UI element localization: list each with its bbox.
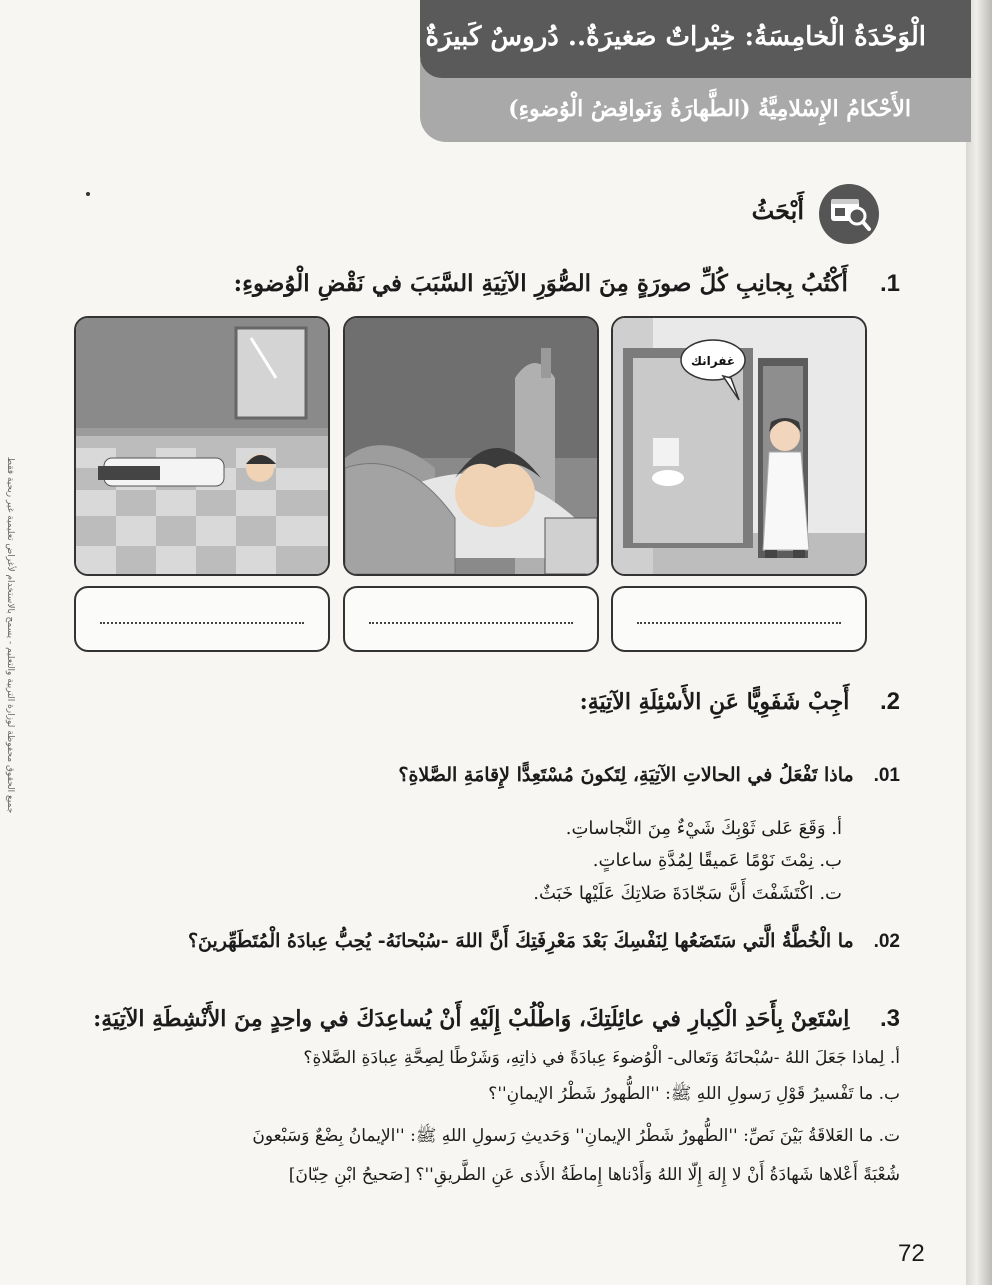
activity-a: أ. لِماذا جَعَلَ اللهُ -سُبْحانَهُ وَتَعالى- الْوُضوءَ عِبادَةً في ذاتِهِ، وَشَرْطًا لِصِحَّةِ عِبادَةِ الصَّلاةِ؟: [303, 1048, 900, 1068]
sub-question-01-number: 01.: [873, 765, 900, 786]
sub-question-02: [188, 930, 900, 953]
page-number: 72: [898, 1240, 925, 1267]
unit-title-banner: [420, 0, 971, 78]
answer-line: [369, 622, 573, 624]
activity-c-continued: شُعْبَةً أَعْلاها شَهادَةُ أَنْ لا إِلهَ إِلّا اللهُ وَأَدْناها إِماطَةُ الأَذى عَنِ الطَّريقِ''؟ [صَحيحُ ابْنِ حِبّانَ]: [288, 1165, 900, 1185]
speech-bubble-text: غفرانك: [690, 354, 736, 368]
question-3: [93, 1005, 900, 1033]
research-heading: أَبْحَثُ: [751, 196, 804, 225]
book-spine-edge: [966, 0, 992, 1285]
option-c: ت. اكْتَشَفْتَ أَنَّ سَجّادَةَ صَلاتِكَ عَلَيْها خَبَثٌ.: [533, 883, 842, 904]
question-2-number: 2.: [879, 688, 900, 715]
answer-box-3[interactable]: [74, 586, 330, 652]
option-a: أ. وَقَعَ عَلى ثَوْبِكَ شَيْءٌ مِنَ النَّجاساتِ.: [565, 818, 842, 839]
question-3-text: اِسْتَعِنْ بِأَحَدِ الْكِبارِ في عائِلَتِكَ، وَاطْلُبْ إِلَيْهِ أَنْ يُساعِدَكَ في واحِدٍ مِنَ الأَنْشِطَةِ الآتِيَةِ:: [93, 1006, 850, 1032]
activity-b: ب. ما تَفْسيرُ قَوْلِ رَسولِ اللهِ ﷺ: ''الطُّهورُ شَطْرُ الإيمانِ''؟: [488, 1084, 900, 1104]
picture-bathroom-door: [611, 316, 867, 576]
question-1-text: أَكْتُبُ بِجانِبِ كُلِّ صورَةٍ مِنَ الصُّوَرِ الآتِيَةِ السَّبَبَ في نَقْضِ الْوُضوءِ:: [233, 270, 848, 297]
question-3-number: 3.: [879, 1005, 900, 1032]
copyright-side-note: جميع الحقوق محفوظة لوزارة التربية والتعليم - يسمح بالاستخدام لأغراض تعليمية غير ربحية فقط: [5, 456, 15, 814]
answer-line: [100, 622, 304, 624]
sub-question-01-text: ماذا تَفْعَلُ في الحالاتِ الآتِيَةِ، لِتَكونَ مُسْتَعِدًّا لإِقامَةِ الصَّلاةِ؟: [398, 764, 854, 786]
answer-box-1[interactable]: [611, 586, 867, 652]
question-1-number: 1.: [879, 270, 900, 297]
lesson-title: الأَحْكامُ الإِسْلامِيَّةُ (الطَّهارَةُ وَنَواقِضُ الْوُضوءِ): [508, 96, 911, 122]
picture-boy-sleeping: [343, 316, 599, 576]
sub-question-02-text: ما الْخُطَّةُ الَّتي سَتَضَعُها لِنَفْسِكَ بَعْدَ مَعْرِفَتِكَ أَنَّ اللهَ -سُبْحانَهُ- يُحِبُّ عِبادَهُ الْمُتَطَهِّرينَ؟: [187, 930, 854, 952]
question-2-text: أَجِبْ شَفَوِيًّا عَنِ الأَسْئِلَةِ الآتِيَةِ:: [579, 689, 850, 715]
unit-title: الْوَحْدَةُ الْخامِسَةُ: خِبْراتٌ صَغيرَةٌ.. دُروسٌ كَبيرَةٌ: [425, 22, 926, 52]
question-1: [234, 270, 900, 298]
activity-c: ت. ما العَلاقَةُ بَيْنَ نَصِّ: ''الطُّهورُ شَطْرُ الإيمانِ'' وَحَديثِ رَسولِ اللهِ ﷺ: ''الإيمانُ بِضْعٌ وَسَبْعونَ: [252, 1126, 900, 1146]
question-2: [580, 688, 900, 716]
answer-line: [637, 622, 841, 624]
option-b: ب. نِمْتَ نَوْمًا عَميقًا لِمُدَّةِ ساعاتٍ.: [592, 850, 842, 871]
sub-question-02-number: 02.: [873, 931, 900, 952]
sub-question-01: [398, 764, 900, 787]
stray-dot: [86, 192, 90, 196]
picture-boy-fainted: [74, 316, 330, 576]
magnifier-on-screen-icon: [819, 184, 879, 244]
answer-box-2[interactable]: [343, 586, 599, 652]
